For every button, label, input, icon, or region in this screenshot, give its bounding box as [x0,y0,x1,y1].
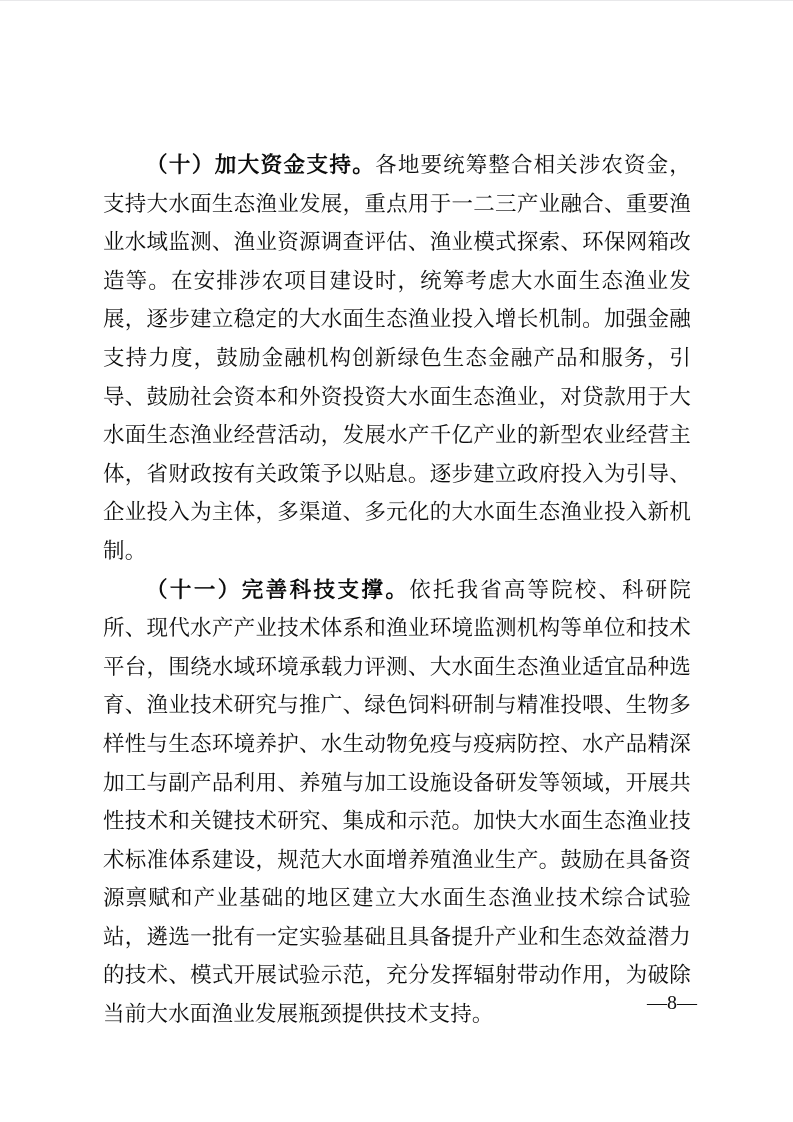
paragraph-11 [103,571,691,1034]
paragraph-11-lead: （十一）完善科技支撑。 [146,577,410,602]
paragraph-10-lead: （十）加大资金支持。 [146,153,376,177]
paragraph-11-body: 依托我省高等院校、科研院所、现代水产产业技术体系和渔业环境监测机构等单位和技术平台，围绕水域环境承载力评测、大水面生态渔业适宜品种选育、渔业技术研究与推广、绿色饲料研制与精准投喂、生物多样性与生态环境养护、水生动物免疫与疫病防控、水产品精深加工与副产品利用、养殖与加工设施设备研发等领域，开展共性技术和关键技术研究、集成和示范。加快大水面生态渔业技术标准体系建设，规范大水面增养殖渔业生产。鼓励在具备资源禀赋和产业基础的地区建立大水面生态渔业技术综合试验站，遴选一批有一定实验基础且具备提升产业和生态效益潜力的技术、模式开展试验示范，充分发挥辐射带动作用，为破除当前大水面渔业发展瓶颈提供技术支持。 [103,577,691,1027]
paragraph-10 [103,146,691,571]
page-number: —8— [647,992,697,1014]
document-body [103,146,691,1034]
paragraph-10-body: 各地要统筹整合相关涉农资金，支持大水面生态渔业发展，重点用于一二三产业融合、重要渔业水域监测、渔业资源调查评估、渔业模式探索、环保网箱改造等。在安排涉农项目建设时，统筹考虑大水面生态渔业发展，逐步建立稳定的大水面生态渔业投入增长机制。加强金融支持力度，鼓励金融机构创新绿色生态金融产品和服务，引导、鼓励社会资本和外资投资大水面生态渔业，对贷款用于大水面生态渔业经营活动，发展水产千亿产业的新型农业经营主体，省财政按有关政策予以贴息。逐步建立政府投入为引导、企业投入为主体，多渠道、多元化的大水面生态渔业投入新机制。 [103,153,691,563]
